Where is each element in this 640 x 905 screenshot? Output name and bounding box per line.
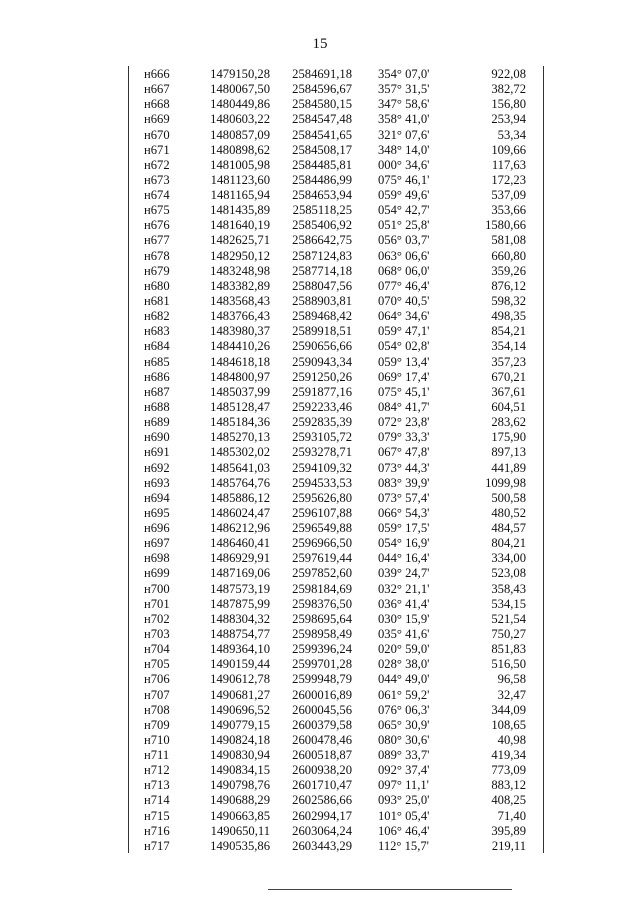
segment-length-cell: 253,94 — [491, 112, 526, 127]
coordinate-y-cell: 2596549,88 — [292, 521, 352, 536]
coordinate-x-cell: 1485302,02 — [210, 445, 270, 460]
segment-length-cell: 534,15 — [491, 596, 526, 611]
point-name-cell: н680 — [144, 278, 170, 293]
segment-length-cell: 523,08 — [491, 566, 526, 581]
point-name-cell: н704 — [144, 642, 170, 657]
coordinate-x-cell: 1480067,50 — [210, 82, 270, 97]
coordinate-x-cell: 1481005,98 — [210, 157, 270, 172]
point-name-cell: н710 — [144, 732, 170, 747]
coordinate-y-cell: 2584653,94 — [292, 188, 352, 203]
coordinate-y-cell: 2599948,79 — [292, 672, 352, 687]
coordinate-x-cell: 1490834,15 — [210, 763, 270, 778]
point-name-cell: н703 — [144, 626, 170, 641]
coordinate-x-cell: 1490798,76 — [210, 778, 270, 793]
direction-angle-cell: 065° 30,9' — [378, 717, 430, 732]
coordinate-y-cell: 2593105,72 — [292, 430, 352, 445]
direction-angle-cell: 067° 47,8' — [378, 445, 430, 460]
segment-length-cell: 773,09 — [491, 763, 526, 778]
point-name-cell: н683 — [144, 324, 170, 339]
segment-length-cell: 598,32 — [491, 294, 526, 309]
coordinate-x-cell: 1481435,89 — [210, 203, 270, 218]
coordinate-x-cell: 1487573,19 — [210, 581, 270, 596]
coordinate-y-cell: 2586642,75 — [292, 233, 352, 248]
coordinate-y-cell: 2588047,56 — [292, 278, 352, 293]
point-name-cell: н678 — [144, 248, 170, 263]
point-name-cell: н713 — [144, 778, 170, 793]
point-name-cell: н716 — [144, 823, 170, 838]
coordinate-x-cell: 1485764,76 — [210, 475, 270, 490]
direction-angle-cell: 348° 14,0' — [378, 142, 430, 157]
direction-angle-cell: 028° 38,0' — [378, 657, 430, 672]
direction-angle-cell: 073° 44,3' — [378, 460, 430, 475]
direction-angle-cell: 077° 46,4' — [378, 278, 430, 293]
coordinate-x-cell: 1485037,99 — [210, 384, 270, 399]
coordinate-x-cell: 1484800,97 — [210, 369, 270, 384]
segment-length-cell: 53,34 — [497, 127, 526, 142]
segment-length-cell: 897,13 — [491, 445, 526, 460]
coordinate-y-cell: 2584580,15 — [292, 97, 352, 112]
coordinate-y-cell: 2590943,34 — [292, 354, 352, 369]
point-name-cell: н688 — [144, 399, 170, 414]
segment-length-cell: 353,66 — [491, 203, 526, 218]
point-name-cell: н685 — [144, 354, 170, 369]
direction-angle-cell: 063° 06,6' — [378, 248, 430, 263]
point-name-cell: н669 — [144, 112, 170, 127]
coordinate-x-cell: 1490612,78 — [210, 672, 270, 687]
point-name-cell: н679 — [144, 263, 170, 278]
point-name-cell: н697 — [144, 536, 170, 551]
segment-length-cell: 500,58 — [491, 490, 526, 505]
coordinate-x-cell: 1485270,13 — [210, 430, 270, 445]
segment-length-cell: 172,23 — [491, 172, 526, 187]
coordinate-y-cell: 2587124,83 — [292, 248, 352, 263]
segment-length-cell: 660,80 — [491, 248, 526, 263]
coordinate-x-cell: 1485886,12 — [210, 490, 270, 505]
coordinate-x-cell: 1481165,94 — [210, 188, 270, 203]
point-name-cell: н698 — [144, 551, 170, 566]
segment-length-cell: 108,65 — [491, 717, 526, 732]
segment-length-cell: 750,27 — [491, 626, 526, 641]
segment-length-cell: 344,09 — [491, 702, 526, 717]
segment-length-cell: 354,14 — [491, 339, 526, 354]
coordinate-x-cell: 1490159,44 — [210, 657, 270, 672]
segment-length-cell: 219,11 — [491, 838, 526, 853]
point-name-cell: н707 — [144, 687, 170, 702]
coordinate-x-cell: 1480449,86 — [210, 97, 270, 112]
direction-angle-cell: 083° 39,9' — [378, 475, 430, 490]
segment-length-cell: 117,63 — [491, 157, 526, 172]
coordinate-y-cell: 2594533,53 — [292, 475, 352, 490]
coordinate-y-cell: 2595626,80 — [292, 490, 352, 505]
direction-angle-cell: 059° 13,4' — [378, 354, 430, 369]
point-name-cell: н702 — [144, 611, 170, 626]
coordinate-x-cell: 1490688,29 — [210, 793, 270, 808]
coordinate-x-cell: 1487875,99 — [210, 596, 270, 611]
direction-angle-cell: 358° 41,0' — [378, 112, 430, 127]
coordinate-y-cell: 2589918,51 — [292, 324, 352, 339]
direction-angle-cell: 056° 03,7' — [378, 233, 430, 248]
coordinate-y-cell: 2600379,58 — [292, 717, 352, 732]
point-name-cell: н712 — [144, 763, 170, 778]
point-name-cell: н673 — [144, 172, 170, 187]
direction-angle-cell: 051° 25,8' — [378, 218, 430, 233]
segment-length-cell: 854,21 — [491, 324, 526, 339]
segment-length-cell: 804,21 — [491, 536, 526, 551]
coordinate-y-cell: 2584541,65 — [292, 127, 352, 142]
coordinate-x-cell: 1486212,96 — [210, 521, 270, 536]
direction-angle-cell: 068° 06,0' — [378, 263, 430, 278]
coordinate-x-cell: 1490663,85 — [210, 808, 270, 823]
coordinate-x-cell: 1483382,89 — [210, 278, 270, 293]
coordinate-x-cell: 1488304,32 — [210, 611, 270, 626]
segment-length-cell: 395,89 — [491, 823, 526, 838]
direction-angle-cell: 070° 40,5' — [378, 294, 430, 309]
coordinate-y-cell: 2602994,17 — [292, 808, 352, 823]
segment-length-cell: 283,62 — [491, 415, 526, 430]
point-name-cell: н711 — [144, 748, 170, 763]
coordinate-y-cell: 2594109,32 — [292, 460, 352, 475]
point-name-cell: н667 — [144, 82, 170, 97]
coordinate-y-cell: 2592835,39 — [292, 415, 352, 430]
point-name-cell: н684 — [144, 339, 170, 354]
coordinate-x-cell: 1485184,36 — [210, 415, 270, 430]
point-name-cell: н708 — [144, 702, 170, 717]
coordinate-x-cell: 1483248,98 — [210, 263, 270, 278]
segment-length-cell: 484,57 — [491, 521, 526, 536]
direction-angle-cell: 054° 42,7' — [378, 203, 430, 218]
direction-angle-cell: 092° 37,4' — [378, 763, 430, 778]
direction-angle-cell: 035° 41,6' — [378, 626, 430, 641]
segment-length-cell: 40,98 — [497, 732, 526, 747]
point-name-cell: н675 — [144, 203, 170, 218]
direction-angle-cell: 076° 06,3' — [378, 702, 430, 717]
segment-length-cell: 175,90 — [491, 430, 526, 445]
direction-angle-cell: 069° 17,4' — [378, 369, 430, 384]
direction-angle-cell: 073° 57,4' — [378, 490, 430, 505]
direction-angle-cell: 030° 15,9' — [378, 611, 430, 626]
segment-length-cell: 358,43 — [491, 581, 526, 596]
segment-length-cell: 883,12 — [491, 778, 526, 793]
coordinate-y-cell: 2600016,89 — [292, 687, 352, 702]
coordinate-y-cell: 2584508,17 — [292, 142, 352, 157]
point-name-cell: н701 — [144, 596, 170, 611]
direction-angle-cell: 044° 49,0' — [378, 672, 430, 687]
segment-length-cell: 96,58 — [497, 672, 526, 687]
coordinate-y-cell: 2584485,81 — [292, 157, 352, 172]
coordinate-y-cell: 2598958,49 — [292, 626, 352, 641]
segment-length-cell: 670,21 — [491, 369, 526, 384]
coordinate-y-cell: 2592233,46 — [292, 399, 352, 414]
point-name-cell: н672 — [144, 157, 170, 172]
coordinate-x-cell: 1486460,41 — [210, 536, 270, 551]
coordinate-y-cell: 2587714,18 — [292, 263, 352, 278]
direction-angle-cell: 059° 47,1' — [378, 324, 430, 339]
point-name-cell: н681 — [144, 294, 170, 309]
segment-length-cell: 441,89 — [491, 460, 526, 475]
coordinate-x-cell: 1479150,28 — [210, 67, 270, 81]
segment-length-cell: 498,35 — [491, 309, 526, 324]
point-name-cell: н691 — [144, 445, 170, 460]
coordinate-y-cell: 2600478,46 — [292, 732, 352, 747]
coordinate-x-cell: 1487169,06 — [210, 566, 270, 581]
segment-length-cell: 156,80 — [491, 97, 526, 112]
coordinate-x-cell: 1480857,09 — [210, 127, 270, 142]
direction-angle-cell: 039° 24,7' — [378, 566, 430, 581]
direction-angle-cell: 064° 34,6' — [378, 309, 430, 324]
direction-angle-cell: 347° 58,6' — [378, 97, 430, 112]
point-name-cell: н709 — [144, 717, 170, 732]
coordinate-x-cell: 1483980,37 — [210, 324, 270, 339]
coordinate-y-cell: 2600045,56 — [292, 702, 352, 717]
segment-length-cell: 382,72 — [491, 82, 526, 97]
table-row — [128, 838, 544, 855]
point-name-cell: н715 — [144, 808, 170, 823]
coordinate-y-cell: 2596966,50 — [292, 536, 352, 551]
segment-length-cell: 367,61 — [491, 384, 526, 399]
coordinate-y-cell: 2598184,69 — [292, 581, 352, 596]
segment-length-cell: 419,34 — [491, 748, 526, 763]
coordinate-y-cell: 2597852,60 — [292, 566, 352, 581]
coordinate-y-cell: 2593278,71 — [292, 445, 352, 460]
coordinate-x-cell: 1488754,77 — [210, 626, 270, 641]
coordinate-y-cell: 2591250,26 — [292, 369, 352, 384]
direction-angle-cell: 106° 46,4' — [378, 823, 430, 838]
coordinate-x-cell: 1480898,62 — [210, 142, 270, 157]
coordinate-x-cell: 1480603,22 — [210, 112, 270, 127]
coordinate-x-cell: 1486929,91 — [210, 551, 270, 566]
coordinate-y-cell: 2602586,66 — [292, 793, 352, 808]
point-name-cell: н677 — [144, 233, 170, 248]
coordinate-y-cell: 2599701,28 — [292, 657, 352, 672]
coordinate-y-cell: 2603064,24 — [292, 823, 352, 838]
coordinate-x-cell: 1485641,03 — [210, 460, 270, 475]
direction-angle-cell: 036° 41,4' — [378, 596, 430, 611]
coordinate-y-cell: 2598695,64 — [292, 611, 352, 626]
coordinate-x-cell: 1484618,18 — [210, 354, 270, 369]
coordinate-y-cell: 2585406,92 — [292, 218, 352, 233]
coordinate-y-cell: 2600518,87 — [292, 748, 352, 763]
direction-angle-cell: 072° 23,8' — [378, 415, 430, 430]
point-name-cell: н682 — [144, 309, 170, 324]
segment-length-cell: 604,51 — [491, 399, 526, 414]
segment-length-cell: 334,00 — [491, 551, 526, 566]
coordinate-y-cell: 2584691,18 — [292, 67, 352, 81]
coordinate-y-cell: 2584547,48 — [292, 112, 352, 127]
page-footer-rule — [268, 889, 512, 890]
segment-length-cell: 581,08 — [491, 233, 526, 248]
point-name-cell: н690 — [144, 430, 170, 445]
point-name-cell: н695 — [144, 505, 170, 520]
direction-angle-cell: 044° 16,4' — [378, 551, 430, 566]
segment-length-cell: 516,50 — [491, 657, 526, 672]
coordinate-y-cell: 2591877,16 — [292, 384, 352, 399]
coordinate-y-cell: 2601710,47 — [292, 778, 352, 793]
coordinate-x-cell: 1490650,11 — [210, 823, 270, 838]
coordinate-x-cell: 1481640,19 — [210, 218, 270, 233]
segment-length-cell: 359,26 — [491, 263, 526, 278]
point-name-cell: н717 — [144, 838, 170, 853]
coordinate-y-cell: 2584596,67 — [292, 82, 352, 97]
segment-length-cell: 1099,98 — [485, 475, 526, 490]
segment-length-cell: 521,54 — [491, 611, 526, 626]
point-name-cell: н693 — [144, 475, 170, 490]
coordinate-x-cell: 1490830,94 — [210, 748, 270, 763]
direction-angle-cell: 075° 46,1' — [378, 172, 430, 187]
direction-angle-cell: 075° 45,1' — [378, 384, 430, 399]
coordinate-x-cell: 1489364,10 — [210, 642, 270, 657]
segment-length-cell: 851,83 — [491, 642, 526, 657]
direction-angle-cell: 357° 31,5' — [378, 82, 430, 97]
coordinate-y-cell: 2584486,99 — [292, 172, 352, 187]
coordinate-y-cell: 2585118,25 — [292, 203, 352, 218]
coordinate-x-cell: 1485128,47 — [210, 399, 270, 414]
point-name-cell: н668 — [144, 97, 170, 112]
segment-length-cell: 876,12 — [491, 278, 526, 293]
coordinate-x-cell: 1483766,43 — [210, 309, 270, 324]
direction-angle-cell: 054° 16,9' — [378, 536, 430, 551]
coordinate-y-cell: 2596107,88 — [292, 505, 352, 520]
direction-angle-cell: 093° 25,0' — [378, 793, 430, 808]
direction-angle-cell: 089° 33,7' — [378, 748, 430, 763]
direction-angle-cell: 084° 41,7' — [378, 399, 430, 414]
coordinate-x-cell: 1483568,43 — [210, 294, 270, 309]
point-name-cell: н674 — [144, 188, 170, 203]
segment-length-cell: 537,09 — [491, 188, 526, 203]
segment-length-cell: 922,08 — [491, 67, 526, 81]
point-name-cell: н687 — [144, 384, 170, 399]
direction-angle-cell: 321° 07,6' — [378, 127, 430, 142]
point-name-cell: н714 — [144, 793, 170, 808]
direction-angle-cell: 000° 34,6' — [378, 157, 430, 172]
direction-angle-cell: 020° 59,0' — [378, 642, 430, 657]
direction-angle-cell: 054° 02,8' — [378, 339, 430, 354]
coordinate-x-cell: 1490535,86 — [210, 838, 270, 853]
segment-length-cell: 408,25 — [491, 793, 526, 808]
coordinate-y-cell: 2588903,81 — [292, 294, 352, 309]
segment-length-cell: 71,40 — [497, 808, 526, 823]
segment-length-cell: 32,47 — [497, 687, 526, 702]
coordinate-x-cell: 1482950,12 — [210, 248, 270, 263]
point-name-cell: н676 — [144, 218, 170, 233]
point-name-cell: н692 — [144, 460, 170, 475]
segment-length-cell: 1580,66 — [485, 218, 526, 233]
coordinate-x-cell: 1484410,26 — [210, 339, 270, 354]
segment-length-cell: 357,23 — [491, 354, 526, 369]
segment-length-cell: 480,52 — [491, 505, 526, 520]
coordinate-y-cell: 2598376,50 — [292, 596, 352, 611]
point-name-cell: н700 — [144, 581, 170, 596]
direction-angle-cell: 101° 05,4' — [378, 808, 430, 823]
direction-angle-cell: 059° 49,6' — [378, 188, 430, 203]
direction-angle-cell: 059° 17,5' — [378, 521, 430, 536]
direction-angle-cell: 032° 21,1' — [378, 581, 430, 596]
coordinate-x-cell: 1481123,60 — [210, 172, 270, 187]
direction-angle-cell: 080° 30,6' — [378, 732, 430, 747]
coordinate-x-cell: 1490824,18 — [210, 732, 270, 747]
coordinate-y-cell: 2600938,20 — [292, 763, 352, 778]
coordinate-x-cell: 1486024,47 — [210, 505, 270, 520]
point-name-cell: н699 — [144, 566, 170, 581]
coordinate-x-cell: 1490779,15 — [210, 717, 270, 732]
point-name-cell: н670 — [144, 127, 170, 142]
coordinate-y-cell: 2603443,29 — [292, 838, 352, 853]
point-name-cell: н705 — [144, 657, 170, 672]
coordinate-y-cell: 2589468,42 — [292, 309, 352, 324]
coordinates-table — [128, 66, 544, 853]
point-name-cell: н686 — [144, 369, 170, 384]
coordinate-x-cell: 1490681,27 — [210, 687, 270, 702]
direction-angle-cell: 061° 59,2' — [378, 687, 430, 702]
coordinate-y-cell: 2599396,24 — [292, 642, 352, 657]
direction-angle-cell: 112° 15,7' — [378, 838, 429, 853]
direction-angle-cell: 354° 07,0' — [378, 67, 430, 81]
coordinate-y-cell: 2590656,66 — [292, 339, 352, 354]
direction-angle-cell: 097° 11,1' — [378, 778, 429, 793]
coordinate-x-cell: 1482625,71 — [210, 233, 270, 248]
coordinate-x-cell: 1490696,52 — [210, 702, 270, 717]
point-name-cell: н706 — [144, 672, 170, 687]
coordinate-y-cell: 2597619,44 — [292, 551, 352, 566]
point-name-cell: н666 — [144, 67, 170, 81]
point-name-cell: н694 — [144, 490, 170, 505]
page-number: 15 — [312, 36, 328, 52]
segment-length-cell: 109,66 — [491, 142, 526, 157]
direction-angle-cell: 079° 33,3' — [378, 430, 430, 445]
direction-angle-cell: 066° 54,3' — [378, 505, 430, 520]
point-name-cell: н671 — [144, 142, 170, 157]
point-name-cell: н689 — [144, 415, 170, 430]
point-name-cell: н696 — [144, 521, 170, 536]
